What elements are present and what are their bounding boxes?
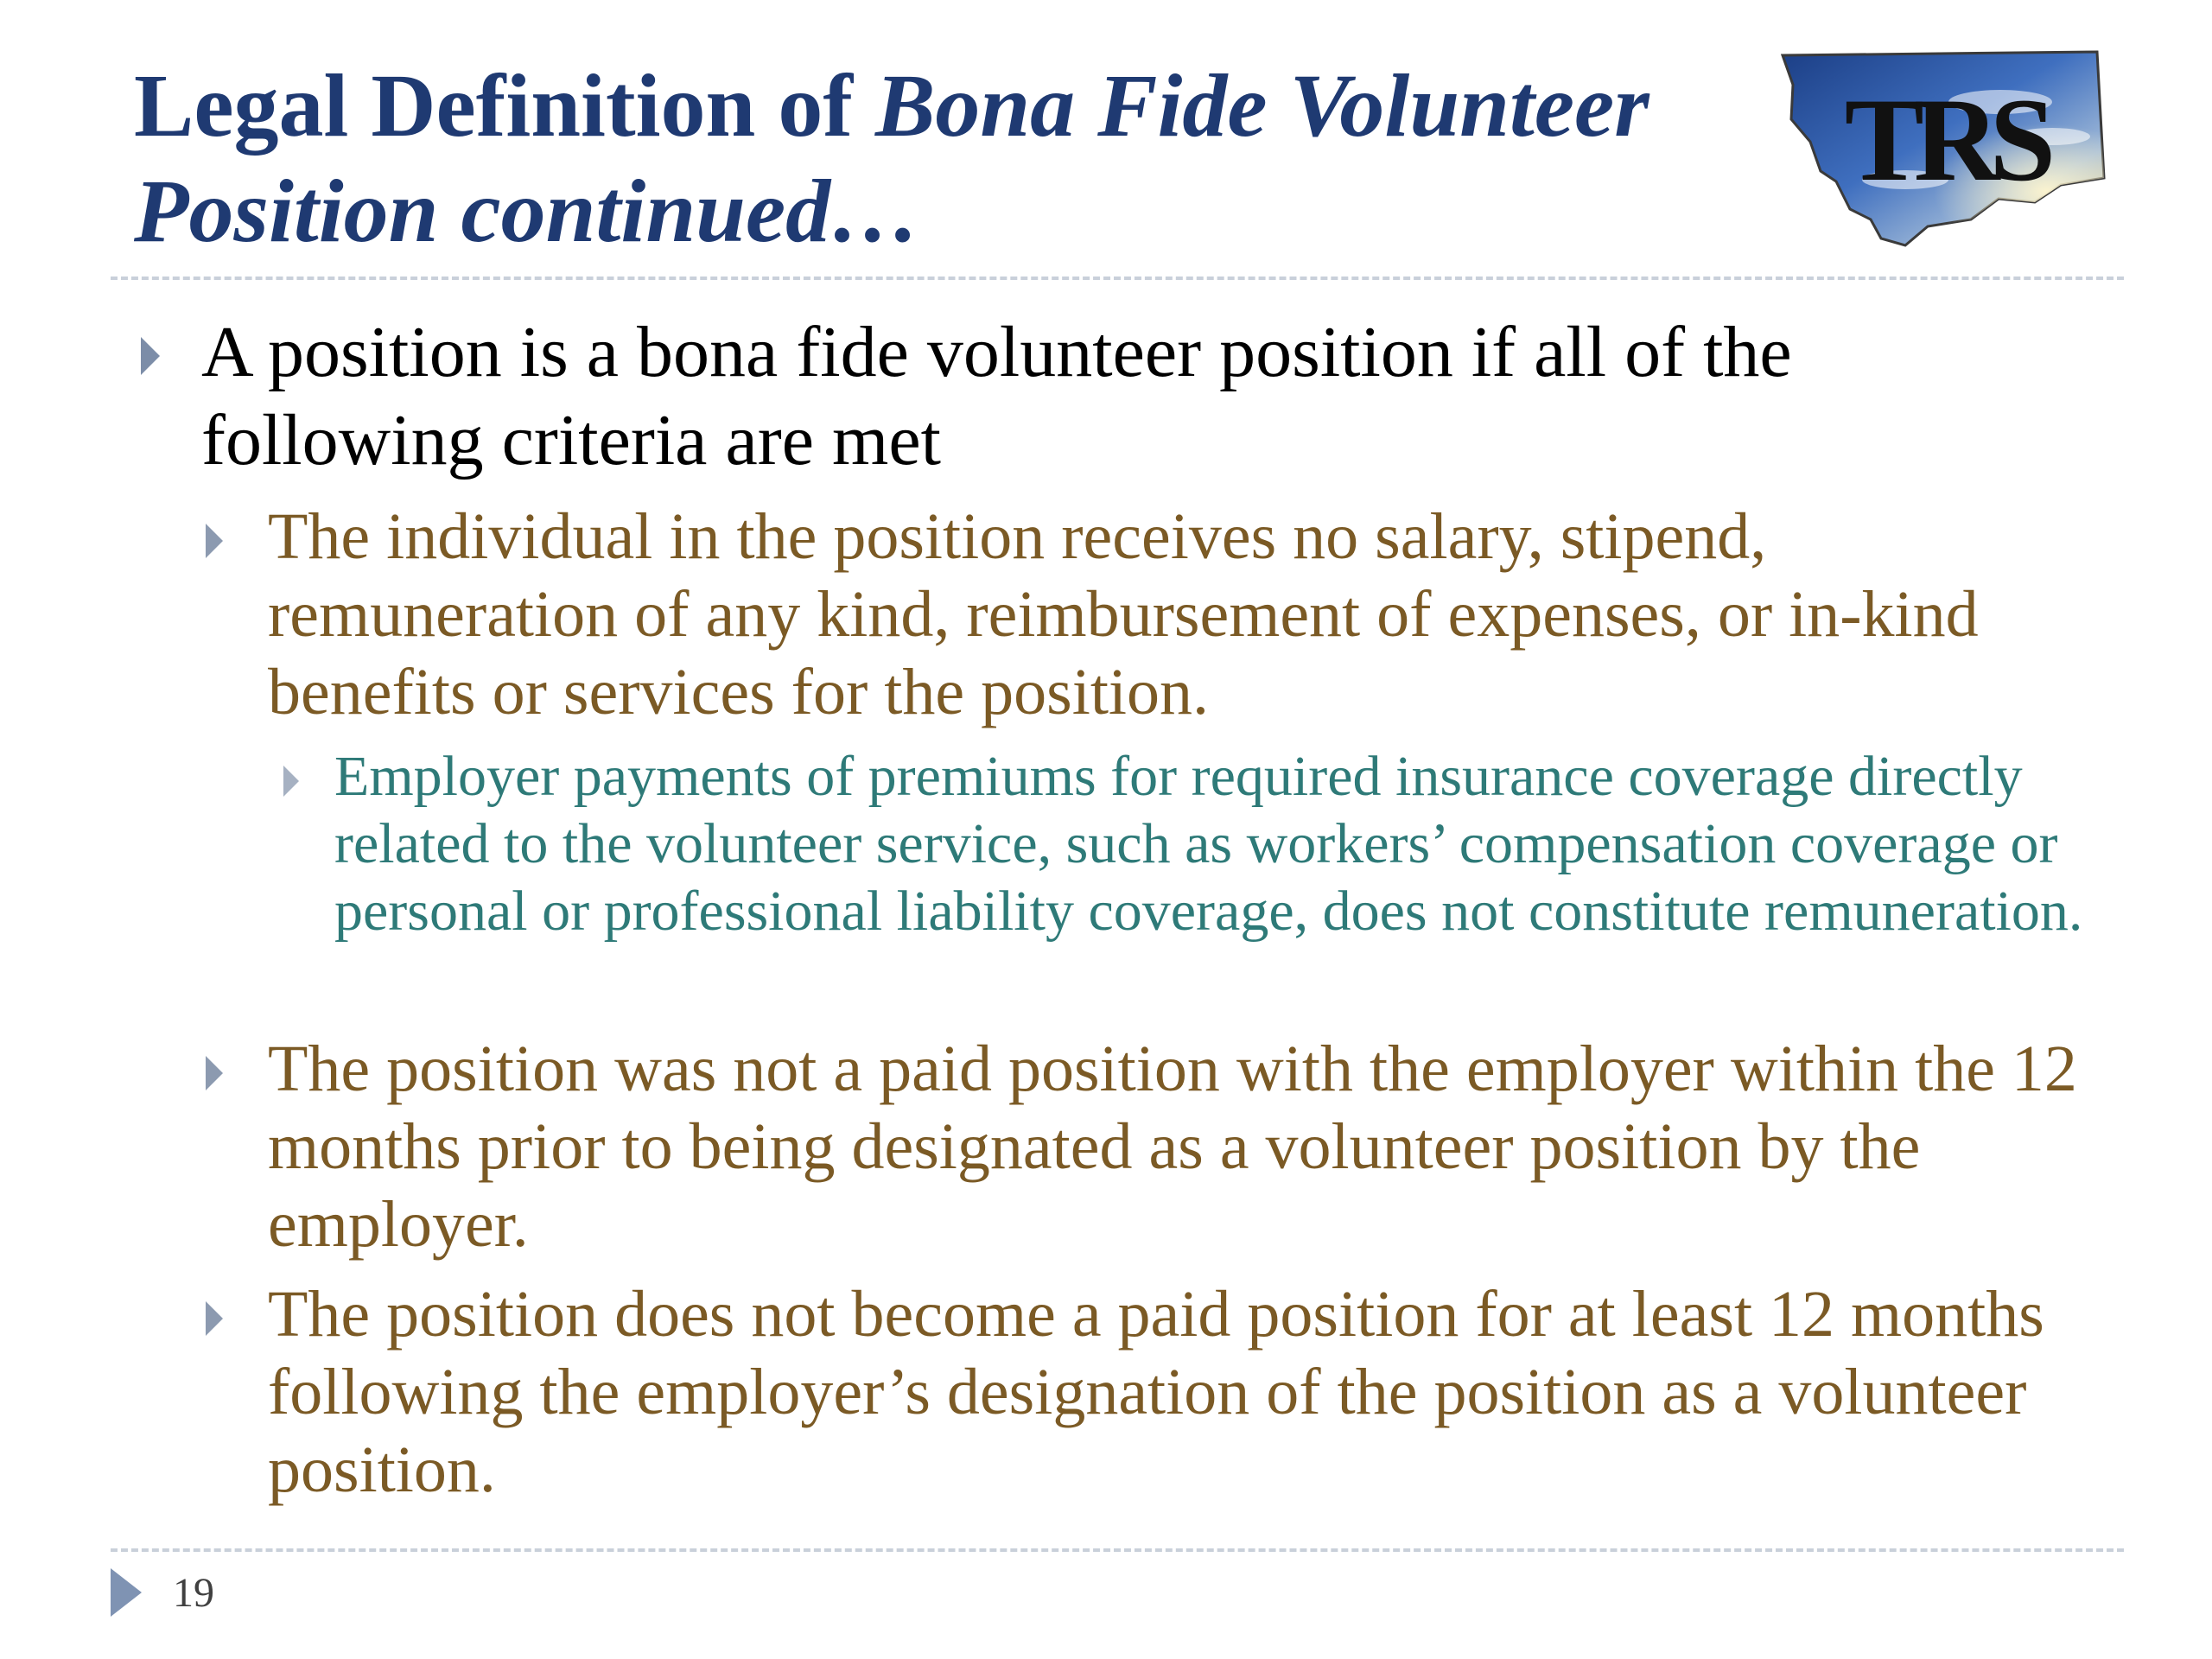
criterion-1: The individual in the position receives no salary, stipend, remuneration of any kind, reimbursement of expenses, or in-kind benefits or services for the position. [268,500,1979,728]
title-italic: Bona Fide Volunteer Position continued… [134,56,1649,261]
footer-arrow-icon [111,1568,142,1617]
criterion-3: The position does not become a paid position for at least 12 months following the employer’s designation of the position as a volunteer position. [268,1278,2044,1506]
bullet-arrow-icon [206,1056,223,1090]
page-number: 19 [173,1570,214,1616]
bullet-arrow-icon [206,524,223,558]
bullet-arrow-icon [206,1301,223,1336]
trs-montana-logo [1776,50,2108,251]
bullet-arrow-icon [283,766,299,797]
criterion-2: The position was not a paid position with the employer within the 12 months prior to being designated as a volunteer position by the employer. [268,1033,2077,1261]
bullet-arrow-icon [141,337,160,375]
logo-text: TRS [1844,73,2046,206]
main-bullet: A position is a bona fide volunteer position if all of the following criteria are met [201,312,1792,480]
title-regular: Legal Definition of [134,56,875,156]
top-divider [111,276,2124,280]
bottom-divider [111,1548,2124,1552]
criterion-1-note: Employer payments of premiums for required insurance coverage directly related to the volunteer service, such as workers’ compensation coverage or personal or professional liability coverage, does not constitute remuneration. [334,745,2083,943]
slide-title [134,54,1776,264]
